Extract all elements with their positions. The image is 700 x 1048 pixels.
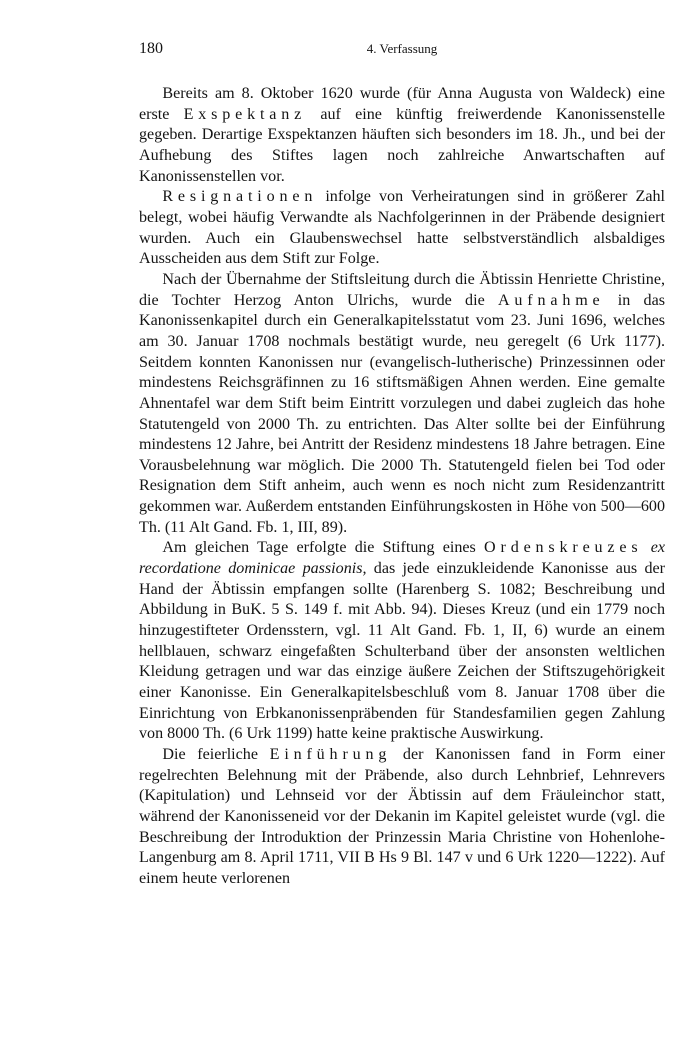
- spaced-term: Resignationen: [162, 188, 318, 206]
- spaced-term: Einführung: [269, 746, 392, 763]
- text-run: [642, 539, 650, 556]
- text-run: Die feierliche: [162, 746, 270, 763]
- text-run: der Kanonissen fand in Form einer regelrechten Belehnung mit der Präbende, also durch Lehnbrief, Lehnrevers (Kapitulation) und Lehnseid vor der Äbtissin auf dem Fräuleinchor statt, während der Kanonisseneid vor der Dekanin im Kapitel geleistet wurde (vgl. die Beschreibung der Introduktion der Prinzessin Maria Christine von Hohenlohe-Langenburg am 8. April 1711, VII B Hs 9 Bl. 147 v und 6 Urk 1220—1222). Auf einem heute verlorenen: [139, 746, 665, 887]
- spaced-term: Aufnahme: [497, 291, 605, 309]
- text-run: das jede einzukleidende Kanonisse aus der Hand der Äbtissin empfangen sollte (Harenberg S. 1082; Beschreibung und Abbildung in BuK. 5 S. 149 f. mit Abb. 94). Dieses Kreuz (und ein 1779 noch hinzugestifteter Ordensstern, vgl. 11 Alt Gand. Fb. 1, II, 6) wurde an einem hellblauen, schwarz eingefaßten Schulterband über der ansonsten weltlichen Kleidung getragen und war das einzige äußere Zeichen der Stiftszugehörigkeit einer Kanonisse. Ein Generalkapitelsbeschluß vom 8. Januar 1708 über die Einrichtung von Erbkanonissenpräbenden für Standesfamilien gegen Zahlung von 8000 Th. (6 Urk 1199) hatte keine praktische Auswirkung.: [139, 560, 666, 743]
- text-run: in das Kanonissenkapitel durch ein Generalkapitelsstatut vom 23. Juni 1696, welches am 30. Januar 1708 nochmals bestätigt wurde, neu geregelt (6 Urk 1177). Seitdem konnten Kanonissen nur (evangelisch-lutherische) Prinzessinnen oder mindestens Reichsgräfinnen zu 16 stiftsmäßigen Ahnen werden. Eine gemalte Ahnentafel war dem Stift beim Eintritt vorzulegen und dabei zugleich das hohe Statutengeld von 2000 Th. zu entrichten. Das Alter sollte bei der Einführung mindestens 12 Jahre, bei Antritt der Residenz mindestens 18 Jahre betragen. Eine Vorausbelehnung war möglich. Die 2000 Th. Statutengeld fielen bei Tod oder Resignation dem Stift anheim, auch wenn es noch nicht zum Residenzantritt gekommen war. Außerdem entstanden Einführungskosten in Höhe von 500—600 Th. (11 Alt Gand. Fb. 1, III, 89).: [139, 291, 665, 536]
- paragraph: [139, 745, 665, 890]
- text-run: Nach der Übernahme der Stiftsleitung durch die Äbtissin Henriette Christine, die Tochter Herzog Anton Ulrichs, wurde die: [139, 270, 665, 309]
- paragraph: [139, 538, 665, 745]
- running-title: 4. Verfassung: [366, 41, 438, 56]
- spaced-term: Ordenskreuzes: [484, 539, 643, 557]
- text-run: Am gleichen Tage erfolgte die Stiftung eines: [162, 539, 485, 557]
- text-run: Bereits am 8. Oktober 1620 wurde (für Anna Augusta von Waldeck) eine erste: [139, 85, 665, 123]
- paragraph: [139, 270, 665, 539]
- page-header: [139, 40, 665, 64]
- text-run: infolge von Verheiratungen sind in größerer Zahl belegt, wobei häufig Verwandte als Nachfolgerinnen in der Präbende designiert wurden. Auch ein Glaubenswechsel hatte selbstverständlich alsbaldiges Ausscheiden aus dem Stift zur Folge.: [139, 188, 665, 268]
- paragraph: [139, 84, 665, 187]
- text-run: auf eine künftig freiwerdende Kanonissenstelle gegeben. Derartige Exspektanzen häuften sich besonders im 18. Jh., und bei der Aufhebung des Stiftes lagen noch zahlreiche Anwartschaften auf Kanonissenstellen vor.: [139, 105, 665, 185]
- italic-phrase: ex recordatione dominicae passionis,: [139, 539, 666, 578]
- spaced-term: Exspektanz: [183, 105, 307, 123]
- body-text: [139, 84, 665, 890]
- paragraph: [139, 187, 665, 270]
- page-number: 180: [139, 40, 163, 57]
